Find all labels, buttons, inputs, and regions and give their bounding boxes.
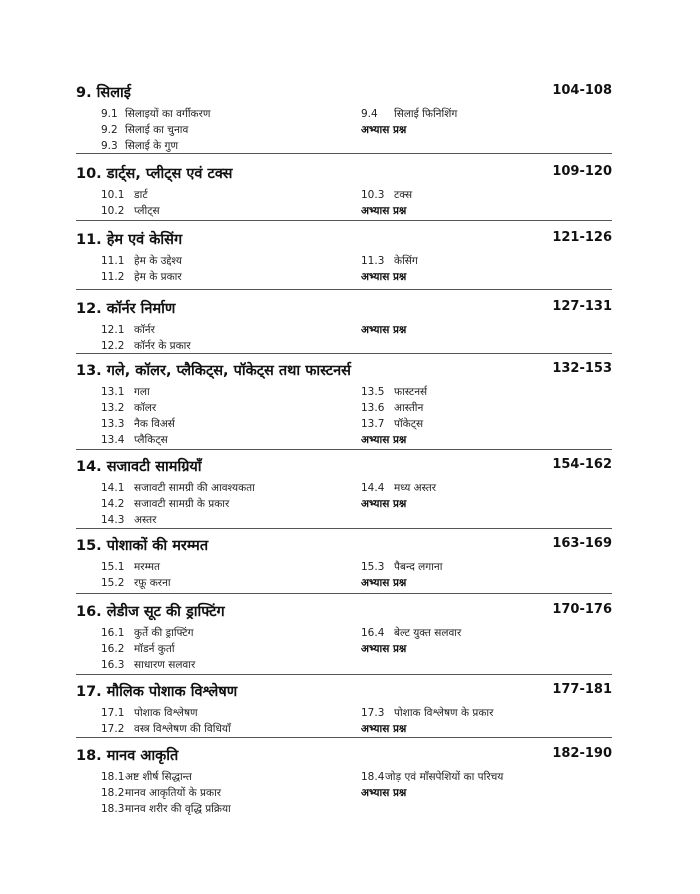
- topic-item: [101, 801, 351, 817]
- topic-item: [361, 253, 601, 269]
- topic-item: [101, 785, 351, 801]
- topic-number: 15.3: [361, 561, 385, 573]
- topic-item: [101, 269, 351, 285]
- chapter-pages: 163-169: [552, 536, 612, 551]
- topic-number: 10.2: [101, 205, 125, 217]
- topic-item: [101, 416, 351, 432]
- chapter-title: 10. डार्ट्स, प्लीट्स एवं टक्स: [76, 166, 233, 182]
- topics-left: [101, 480, 351, 528]
- section-divider: [76, 353, 612, 354]
- topic-label: हेम के उद्देश्य: [134, 255, 182, 267]
- topic-number: 16.2: [101, 643, 125, 655]
- chapter-heading: [0, 229, 700, 253]
- topics-right: [361, 625, 601, 657]
- topic-number: 15.2: [101, 577, 125, 589]
- chapter-title: 18. मानव आकृति: [76, 748, 179, 764]
- topic-item: [101, 559, 351, 575]
- chapter-13: [0, 360, 700, 446]
- exercise-item: [361, 322, 601, 338]
- topics-right: [361, 769, 601, 801]
- chapter-12: [0, 298, 700, 352]
- topic-label: अस्तर: [134, 514, 157, 526]
- exercise-item: [361, 432, 601, 448]
- chapter-pages: 154-162: [552, 457, 612, 472]
- section-divider: [76, 289, 612, 290]
- topic-label: साधारण सलवार: [134, 659, 196, 671]
- topic-item: [361, 400, 601, 416]
- topic-label: पोशाक विश्लेषण के प्रकार: [394, 707, 494, 719]
- topic-number: 14.3: [101, 514, 125, 526]
- topic-label: नैक विअर्स: [134, 418, 175, 430]
- topic-number: 14.4: [361, 482, 385, 494]
- topic-item: [101, 322, 351, 338]
- chapter-pages: 121-126: [552, 230, 612, 245]
- topic-item: [101, 480, 351, 496]
- chapter-15: [0, 535, 700, 589]
- chapter-title: 17. मौलिक पोशाक विश्लेषण: [76, 684, 238, 700]
- topics-left: [101, 625, 351, 673]
- exercise-label: अभ्यास प्रश्न: [361, 643, 407, 655]
- exercise-item: [361, 496, 601, 512]
- topic-label: पोशाक विश्लेषण: [134, 707, 198, 719]
- chapter-heading: [0, 601, 700, 625]
- topic-item: [101, 575, 351, 591]
- chapter-14: [0, 456, 700, 526]
- chapter-title: 16. लेडीज सूट की ड्राफ्टिंग: [76, 604, 225, 620]
- topic-item: [101, 253, 351, 269]
- chapter-heading: [0, 163, 700, 187]
- exercise-item: [361, 641, 601, 657]
- topic-label: फास्टनर्स: [394, 386, 428, 398]
- chapter-18: [0, 745, 700, 815]
- topics-right: [361, 384, 601, 448]
- topic-number: 9.1: [101, 108, 118, 120]
- topic-item: [361, 416, 601, 432]
- topics-right: [361, 253, 601, 285]
- exercise-label: अभ्यास प्रश्न: [361, 324, 407, 336]
- chapter-pages: 104-108: [552, 83, 612, 98]
- topics-left: [101, 106, 351, 154]
- section-divider: [76, 153, 612, 154]
- topic-item: [101, 625, 351, 641]
- topics-right: [361, 480, 601, 512]
- exercise-label: अभ्यास प्रश्न: [361, 723, 407, 735]
- chapter-9: [0, 82, 700, 152]
- topic-label: अष्ट शीर्ष सिद्धान्त: [125, 771, 192, 783]
- topic-number: 9.2: [101, 124, 118, 136]
- topic-number: 10.3: [361, 189, 385, 201]
- exercise-label: अभ्यास प्रश्न: [361, 271, 407, 283]
- exercise-item: [361, 269, 601, 285]
- topic-label: डार्ट: [134, 189, 148, 201]
- section-divider: [76, 220, 612, 221]
- chapter-11: [0, 229, 700, 283]
- exercise-item: [361, 575, 601, 591]
- chapter-16: [0, 601, 700, 671]
- topics-right: [361, 187, 601, 219]
- chapter-title: 12. कॉर्नर निर्माण: [76, 301, 176, 317]
- topic-label: जोड़ एवं माँसपेशियों का परिचय: [385, 771, 504, 783]
- topic-label: वस्त्र विश्लेषण की विधियाँ: [134, 723, 231, 735]
- chapter-heading: [0, 681, 700, 705]
- topic-label: सिलाई फिनिशिंग: [394, 108, 458, 120]
- topics-left: [101, 705, 351, 737]
- topic-number: 11.1: [101, 255, 125, 267]
- chapter-heading: [0, 535, 700, 559]
- topic-label: टक्स: [394, 189, 413, 201]
- topic-label: पैबन्द लगाना: [394, 561, 443, 573]
- topic-item: [101, 432, 351, 448]
- topic-number: 16.1: [101, 627, 125, 639]
- topic-label: आस्तीन: [394, 402, 424, 414]
- topic-label: मानव शरीर की वृद्धि प्रक्रिया: [125, 803, 231, 815]
- section-divider: [76, 528, 612, 529]
- topic-label: गला: [134, 386, 150, 398]
- topic-item: [361, 106, 601, 122]
- topic-label: कॉर्नर के प्रकार: [134, 340, 191, 352]
- topic-item: [101, 721, 351, 737]
- topic-number: 15.1: [101, 561, 125, 573]
- exercise-item: [361, 122, 601, 138]
- chapter-title: 9. सिलाई: [76, 85, 131, 101]
- topic-item: [101, 203, 351, 219]
- topic-item: [361, 625, 601, 641]
- topic-item: [101, 384, 351, 400]
- topic-number: 13.1: [101, 386, 125, 398]
- topic-number: 9.3: [101, 140, 118, 152]
- topic-number: 10.1: [101, 189, 125, 201]
- topic-number: 11.3: [361, 255, 385, 267]
- topic-item: [361, 384, 601, 400]
- topic-label: सिलाई के गुण: [125, 140, 179, 152]
- chapter-heading: [0, 82, 700, 106]
- topic-label: कुर्ते की ड्राफ्टिंग: [134, 627, 194, 639]
- section-divider: [76, 593, 612, 594]
- exercise-label: अभ्यास प्रश्न: [361, 124, 407, 136]
- exercise-label: अभ्यास प्रश्न: [361, 498, 407, 510]
- topic-label: कॉलर: [134, 402, 157, 414]
- topic-item: [361, 187, 601, 203]
- exercise-label: अभ्यास प्रश्न: [361, 787, 407, 799]
- topics-left: [101, 322, 351, 354]
- topic-number: 18.4: [361, 771, 385, 783]
- topic-item: [101, 705, 351, 721]
- chapter-title: 14. सजावटी सामग्रियाँ: [76, 459, 202, 475]
- topic-number: 13.5: [361, 386, 385, 398]
- exercise-item: [361, 203, 601, 219]
- topic-number: 18.2: [101, 787, 125, 799]
- topics-right: [361, 322, 601, 338]
- topic-item: [101, 138, 351, 154]
- chapter-heading: [0, 298, 700, 322]
- topic-label: पॉकेट्स: [394, 418, 424, 430]
- chapter-title: 11. हेम एवं केसिंग: [76, 232, 183, 248]
- chapter-pages: 132-153: [552, 361, 612, 376]
- topic-number: 17.3: [361, 707, 385, 719]
- topic-label: सिलाई का चुनाव: [125, 124, 189, 136]
- topic-item: [361, 769, 601, 785]
- topic-item: [361, 480, 601, 496]
- topic-item: [101, 769, 351, 785]
- exercise-label: अभ्यास प्रश्न: [361, 434, 407, 446]
- topic-label: मॉडर्न कुर्ता: [134, 643, 175, 655]
- topic-label: रफ़ू करना: [134, 577, 171, 589]
- topic-item: [361, 705, 601, 721]
- topic-item: [101, 122, 351, 138]
- topic-item: [101, 657, 351, 673]
- topics-left: [101, 187, 351, 219]
- exercise-label: अभ्यास प्रश्न: [361, 577, 407, 589]
- topics-right: [361, 106, 601, 138]
- exercise-item: [361, 721, 601, 737]
- section-divider: [76, 449, 612, 450]
- topic-label: हेम के प्रकार: [134, 271, 182, 283]
- topic-item: [101, 641, 351, 657]
- topic-label: मध्य अस्तर: [394, 482, 437, 494]
- topic-item: [101, 512, 351, 528]
- topic-item: [101, 106, 351, 122]
- topic-label: सजावटी सामग्री के प्रकार: [134, 498, 230, 510]
- topics-left: [101, 253, 351, 285]
- topic-label: कॉर्नर: [134, 324, 155, 336]
- topic-number: 13.3: [101, 418, 125, 430]
- topic-number: 13.6: [361, 402, 385, 414]
- topic-item: [101, 496, 351, 512]
- chapter-title: 15. पोशाकों की मरम्मत: [76, 538, 209, 554]
- topics-left: [101, 384, 351, 448]
- topic-label: सजावटी सामग्री की आवश्यकता: [134, 482, 255, 494]
- topic-label: बेल्ट युक्त सलवार: [394, 627, 462, 639]
- topic-item: [101, 187, 351, 203]
- topic-number: 9.4: [361, 108, 378, 120]
- chapter-pages: 127-131: [552, 299, 612, 314]
- chapter-heading: [0, 745, 700, 769]
- section-divider: [76, 674, 612, 675]
- topic-number: 18.3: [101, 803, 125, 815]
- chapter-title: 13. गले, कॉलर, प्लैकिट्स, पॉकेट्स तथा फास्टनर्स: [76, 363, 351, 379]
- topic-number: 12.2: [101, 340, 125, 352]
- topic-label: सिलाइयों का वर्गीकरण: [125, 108, 211, 120]
- topic-item: [101, 338, 351, 354]
- chapter-pages: 182-190: [552, 746, 612, 761]
- chapter-pages: 109-120: [552, 164, 612, 179]
- topic-label: प्लैकिट्स: [134, 434, 168, 446]
- topic-number: 17.1: [101, 707, 125, 719]
- chapter-pages: 170-176: [552, 602, 612, 617]
- topic-number: 12.1: [101, 324, 125, 336]
- topic-label: प्लीट्स: [134, 205, 160, 217]
- topic-item: [101, 400, 351, 416]
- topics-left: [101, 559, 351, 591]
- exercise-item: [361, 785, 601, 801]
- topic-number: 13.2: [101, 402, 125, 414]
- topic-number: 13.7: [361, 418, 385, 430]
- topic-label: मरम्मत: [134, 561, 160, 573]
- topic-number: 11.2: [101, 271, 125, 283]
- topic-number: 18.1: [101, 771, 125, 783]
- topics-left: [101, 769, 351, 817]
- topic-item: [361, 559, 601, 575]
- chapter-pages: 177-181: [552, 682, 612, 697]
- topics-right: [361, 559, 601, 591]
- topic-number: 17.2: [101, 723, 125, 735]
- topic-number: 13.4: [101, 434, 125, 446]
- topic-label: केसिंग: [394, 255, 418, 267]
- topic-number: 14.2: [101, 498, 125, 510]
- topic-label: मानव आकृतियों के प्रकार: [125, 787, 222, 799]
- topic-number: 16.3: [101, 659, 125, 671]
- topic-number: 16.4: [361, 627, 385, 639]
- section-divider: [76, 737, 612, 738]
- chapter-heading: [0, 360, 700, 384]
- exercise-label: अभ्यास प्रश्न: [361, 205, 407, 217]
- topic-number: 14.1: [101, 482, 125, 494]
- chapter-17: [0, 681, 700, 735]
- chapter-10: [0, 163, 700, 217]
- topics-right: [361, 705, 601, 737]
- chapter-heading: [0, 456, 700, 480]
